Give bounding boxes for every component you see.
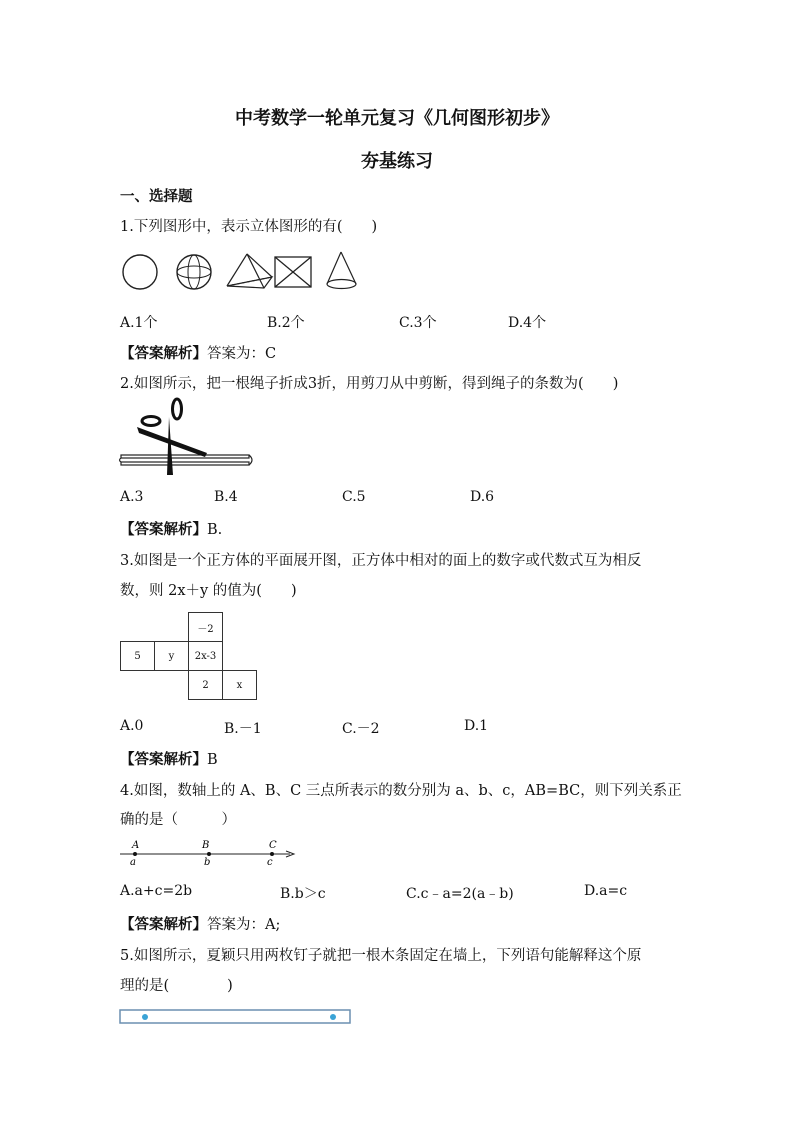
answer-label: 【答案解析】 [120,752,207,768]
question-2-option-c: C.5 [342,489,366,505]
point-label: A [132,840,140,851]
nail-icon [330,1014,336,1020]
question-3-option-b: B.－1 [224,721,262,737]
question-2-option-b: B.4 [214,489,238,505]
question-4-answer [120,913,280,934]
answer-text: B. [207,522,223,538]
point-label: C [269,840,277,851]
question-3-option-c: C.－2 [342,721,380,737]
document-subtitle: 夯基练习 [361,151,433,172]
question-5-stem-line-2: 理的是( ) [120,978,233,994]
value-label: a [130,857,136,868]
question-5-stem-line-1: 5.如图所示，夏颖只用两枚钉子就把一根木条固定在墙上，下列语句能解释这个原 [120,948,642,964]
question-3-option-a: A.0 [120,718,144,734]
question-2-stem: 2.如图所示，把一根绳子折成3折，用剪刀从中剪断，得到绳子的条数为( ) [120,376,619,392]
sphere-figure [177,255,211,289]
pyramid-figure [227,254,272,288]
cone-figure [327,252,356,289]
question-3-stem-line-2: 数，则 2x＋y 的值为( ) [120,583,297,599]
rectangle-with-diagonals-figure [275,257,311,287]
number-line-figure [118,838,303,868]
answer-label: 【答案解析】 [120,917,207,933]
question-2-option-d: D.6 [470,489,495,505]
cube-net-figure [120,612,257,700]
document-title: 中考数学一轮单元复习《几何图形初步》 [235,108,559,129]
question-4-option-b: B.b＞c [280,886,326,902]
net-cell: 5 [121,642,155,671]
question-1-option-b: B.2个 [267,315,305,331]
question-4-option-a: A.a+c=2b [120,883,193,899]
answer-text: 答案为：C [207,346,277,362]
answer-label: 【答案解析】 [120,346,207,362]
question-4-stem-line-2: 确的是（ ） [120,812,236,828]
value-label: c [267,857,273,868]
question-3-option-d: D.1 [464,718,489,734]
net-cell: 2x-3 [189,642,223,671]
answer-label: 【答案解析】 [120,522,207,538]
answer-text: 答案为：A; [207,917,281,933]
net-cell-top: －2 [189,613,223,642]
question-4-option-d: D.a=c [584,883,628,899]
question-1-stem: 1.下列图形中，表示立体图形的有( ) [120,219,378,235]
point-label: B [202,840,210,851]
scissors-icon [137,399,207,475]
question-3-stem-line-1: 3.如图是一个正方体的平面展开图，正方体中相对的面上的数字或代数式互为相反 [120,553,642,569]
question-2-option-a: A.3 [120,489,144,505]
question-4-option-c: C.c﹣a=2(a﹣b) [406,886,514,902]
net-cell: 2 [189,671,223,700]
question-3-answer [120,748,218,769]
answer-text: B [207,752,218,768]
rope-figure [120,455,253,465]
wood-strip-figure [119,1008,354,1028]
net-cell: x [223,671,257,700]
value-label: b [204,857,211,868]
circle-figure [123,255,157,289]
question-2-answer [120,518,222,539]
question-1-option-a: A.1个 [120,315,158,331]
question-1-answer [120,342,276,363]
net-cell: y [155,642,189,671]
section-heading: 一、选择题 [120,189,193,205]
question-1-option-c: C.3个 [399,315,437,331]
scissors-rope-figure [119,397,254,479]
question-1-option-d: D.4个 [508,315,547,331]
question-4-stem-line-1: 4.如图，数轴上的 A、B、C 三点所表示的数分别为 a、b、c，AB=BC，则下列关系正 [120,783,682,799]
question-1-figures [118,248,368,298]
nail-icon [142,1014,148,1020]
